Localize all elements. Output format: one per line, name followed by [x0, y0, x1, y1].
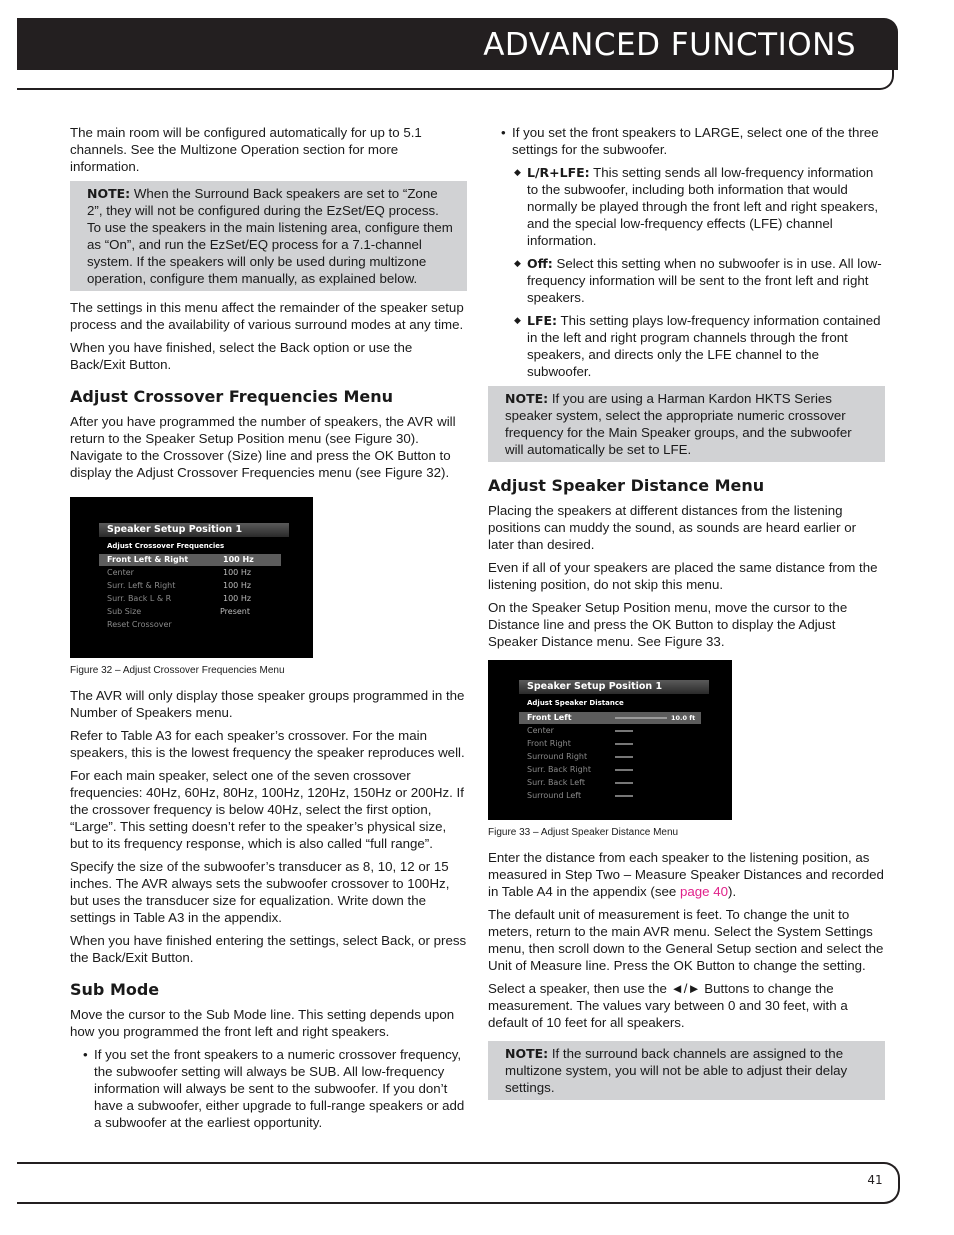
figure-32-caption: Figure 32 – Adjust Crossover Frequencies Menu — [70, 665, 285, 676]
row-value: 10.0 ft — [671, 714, 696, 722]
sub-bullet-label: Off: — [527, 256, 553, 271]
paragraph: Select a speaker, then use the ◄/► Buttons to change the measurement. The values vary between 0 and 30 feet, with a default of 10 feet for all speakers. — [488, 981, 848, 1030]
note-label: NOTE: — [505, 391, 549, 406]
sub-bullet-lfe — [488, 312, 885, 380]
heading-adjust-distance: Adjust Speaker Distance Menu — [488, 476, 765, 495]
note-text: When the Surround Back speakers are set to “Zone 2”, they will not be configured during the EzSet/EQ process. To use the speakers in the main listening area, configure them as “On”, and run the EzSet/EQ process for a 7.1-channel system. If the speakers will only be used during multizone operation, configure them manually, as explained below. — [87, 186, 453, 286]
intro-paragraph: The main room will be configured automatically for up to 5.1 channels. See the Multizone Operation section for more information. — [70, 125, 422, 174]
header-rule — [17, 70, 894, 90]
page-title: ADVANCED FUNCTIONS — [483, 27, 856, 63]
paragraph: When you have finished entering the settings, select Back, or press the Back/Exit Button. — [70, 933, 467, 965]
row-label: Front Right — [527, 739, 571, 748]
screen-title: Speaker Setup Position 1 — [519, 680, 709, 694]
paragraph: Even if all of your speakers are placed the same distance from the listening position, do not skip this menu. — [488, 560, 878, 592]
row-label: Surr. Back Left — [527, 778, 585, 787]
row-value: 100 Hz — [223, 555, 254, 564]
row-label: Sub Size — [107, 607, 142, 616]
heading-adjust-crossover: Adjust Crossover Frequencies Menu — [70, 387, 394, 406]
note-box-hkts — [488, 386, 885, 462]
row-label: Surr. Back L & R — [107, 594, 172, 603]
bullet-text: If you set the front speakers to a numeric crossover frequency, the subwoofer setting will always be SUB. All low-frequency information will always be sent to the subwoofer. If you don’t have a subwoofer, either upgrade to full-range speakers or add a subwoofer at the earliest opportunity. — [94, 1047, 465, 1130]
heading-sub-mode: Sub Mode — [70, 980, 160, 999]
left-column — [70, 124, 467, 1137]
paragraph-text: ). — [728, 884, 737, 899]
paragraph — [488, 849, 885, 900]
menu-row-center[interactable] — [519, 725, 701, 737]
paragraph: Refer to Table A3 for each speaker’s crossover. For the main speakers, this is the lowest frequency the speaker reproduces well. — [70, 728, 465, 760]
menu-row-reset-crossover[interactable] — [99, 619, 281, 631]
row-label: Reset Crossover — [107, 620, 172, 629]
paragraph: For each main speaker, select one of the seven crossover frequencies: 40Hz, 60Hz, 80Hz, 100Hz, 120Hz, 150Hz or 200Hz. If the crossover frequency is below 40Hz, select the first option, “Large”. This setting doesn’t refer to the speaker’s physical size, but to its frequency response, which is also called “full range”. — [70, 768, 464, 851]
diamond-icon: ◆ — [514, 258, 521, 268]
bullet-item — [70, 1046, 467, 1131]
paragraph: On the Speaker Setup Position menu, move the cursor to the Distance line and press the OK Button to display the Adjust Speaker Distance menu. See Figure 33. — [488, 600, 848, 649]
paragraph: Move the cursor to the Sub Mode line. This setting depends upon how you programmed the front left and right speakers. — [70, 1007, 455, 1039]
sub-bullet-lr-lfe — [488, 164, 885, 249]
note-box-surround-back — [70, 181, 467, 291]
screen-subtitle: Adjust Speaker Distance — [527, 699, 624, 707]
row-label: Surr. Left & Right — [107, 581, 176, 590]
distance-slider — [615, 769, 633, 771]
paragraph: Placing the speakers at different distances from the listening positions can muddy the sound, as sounds are heard earlier or later than desired. — [488, 503, 857, 552]
figure-32-screen — [70, 497, 313, 658]
menu-row-sub-size[interactable] — [99, 606, 281, 618]
row-label: Front Left & Right — [107, 555, 189, 564]
paragraph: After you have programmed the number of speakers, the AVR will return to the Speaker Setup Position menu (see Figure 30). Navigate to the Crossover (Size) line and press the OK Button to display the Adjust Crossover Frequencies menu (see Figure 32). — [70, 414, 456, 480]
row-label: Surround Left — [527, 791, 582, 800]
row-label: Center — [107, 568, 134, 577]
menu-row-surround-right[interactable] — [519, 751, 701, 763]
row-value: 100 Hz — [223, 594, 252, 603]
note-box-surround-back-delay — [488, 1041, 885, 1100]
sub-bullet-text: Select this setting when no subwoofer is in use. All low-frequency information will be sent to the front left and right speakers. — [527, 256, 882, 305]
row-label: Front Left — [527, 713, 572, 722]
row-value: 100 Hz — [223, 568, 252, 577]
bullet-icon: • — [83, 1047, 88, 1062]
sub-bullet-off — [488, 255, 885, 306]
paragraph-text: Enter the distance from each speaker to the listening position, as measured in Step Two – Measure Speaker Distances and recorded in Table A4 in the appendix (see — [488, 850, 884, 899]
paragraph: The AVR will only display those speaker groups programmed in the Number of Speakers menu. — [70, 688, 465, 720]
page-40-link[interactable]: page 40 — [679, 884, 729, 899]
distance-slider — [615, 717, 667, 719]
note-label: NOTE: — [87, 186, 131, 201]
menu-row-front-left[interactable] — [519, 712, 701, 724]
row-label: Surr. Back Right — [527, 765, 591, 774]
paragraph: The default unit of measurement is feet. To change the unit to meters, return to the main AVR menu. Select the System Settings menu, then scroll down to the General Setup section and select the Unit of Measure line. Press the OK Button to change the setting. — [488, 907, 884, 973]
distance-slider — [615, 730, 633, 732]
distance-slider — [615, 743, 633, 745]
figure-33-screen — [488, 660, 732, 820]
screen-subtitle: Adjust Crossover Frequencies — [107, 542, 225, 550]
distance-slider — [615, 756, 633, 758]
right-column — [488, 124, 885, 1108]
menu-row-surr-back-left[interactable] — [519, 777, 701, 789]
menu-row-front-right[interactable] — [519, 738, 701, 750]
row-label: Surround Right — [527, 752, 588, 761]
menu-row-surr-left-right[interactable] — [99, 580, 281, 592]
paragraph: The settings in this menu affect the remainder of the speaker setup process and the availability of various surround modes at any time. — [70, 300, 464, 332]
page-number: 41 — [867, 1173, 883, 1187]
row-value: Present — [220, 607, 251, 616]
diamond-icon: ◆ — [514, 167, 521, 177]
diamond-icon: ◆ — [514, 315, 521, 325]
note-text: If you are using a Harman Kardon HKTS Series speaker system, select the appropriate numeric crossover frequency for the Main Speaker groups, and the subwoofer will automatically be set to LFE. — [505, 391, 852, 457]
sub-bullet-text: This setting sends all low-frequency information to the subwoofer, including both information that would normally be played through the front left and right speakers, and the special low-frequency effects (LFE) channel information. — [527, 165, 879, 248]
menu-row-surr-back[interactable] — [99, 593, 281, 605]
figure-33-caption: Figure 33 – Adjust Speaker Distance Menu — [488, 827, 679, 838]
footer-rule — [17, 1162, 900, 1204]
sub-bullet-label: L/R+LFE: — [527, 165, 590, 180]
paragraph: Specify the size of the subwoofer’s transducer as 8, 10, 12 or 15 inches. The AVR always sets the subwoofer crossover to 100Hz, but uses the transducer size for equalization. Write down the settings in Table A3 in the appendix. — [70, 859, 450, 925]
sub-bullet-text: This setting plays low-frequency information contained in the left and right program channels through the front speakers, and directs only the LFE channel to the subwoofer. — [527, 313, 881, 379]
menu-row-center[interactable] — [99, 567, 281, 579]
bullet-text: If you set the front speakers to LARGE, select one of the three settings for the subwoofer. — [512, 125, 879, 157]
menu-row-surround-left[interactable] — [519, 790, 701, 802]
menu-row-front-left-right[interactable] — [99, 554, 281, 566]
sub-bullet-label: LFE: — [527, 313, 558, 328]
row-value: 100 Hz — [223, 581, 252, 590]
screen-title: Speaker Setup Position 1 — [99, 523, 289, 537]
paragraph: When you have finished, select the Back option or use the Back/Exit Button. — [70, 340, 413, 372]
row-label: Center — [527, 726, 554, 735]
bullet-icon: • — [501, 125, 506, 140]
bullet-item — [488, 124, 885, 158]
header-band — [17, 18, 898, 70]
menu-row-surr-back-right[interactable] — [519, 764, 701, 776]
note-text: If the surround back channels are assigned to the multizone system, you will not be able to adjust their delay settings. — [505, 1046, 848, 1095]
distance-slider — [615, 795, 633, 797]
distance-slider — [615, 782, 633, 784]
note-label: NOTE: — [505, 1046, 549, 1061]
